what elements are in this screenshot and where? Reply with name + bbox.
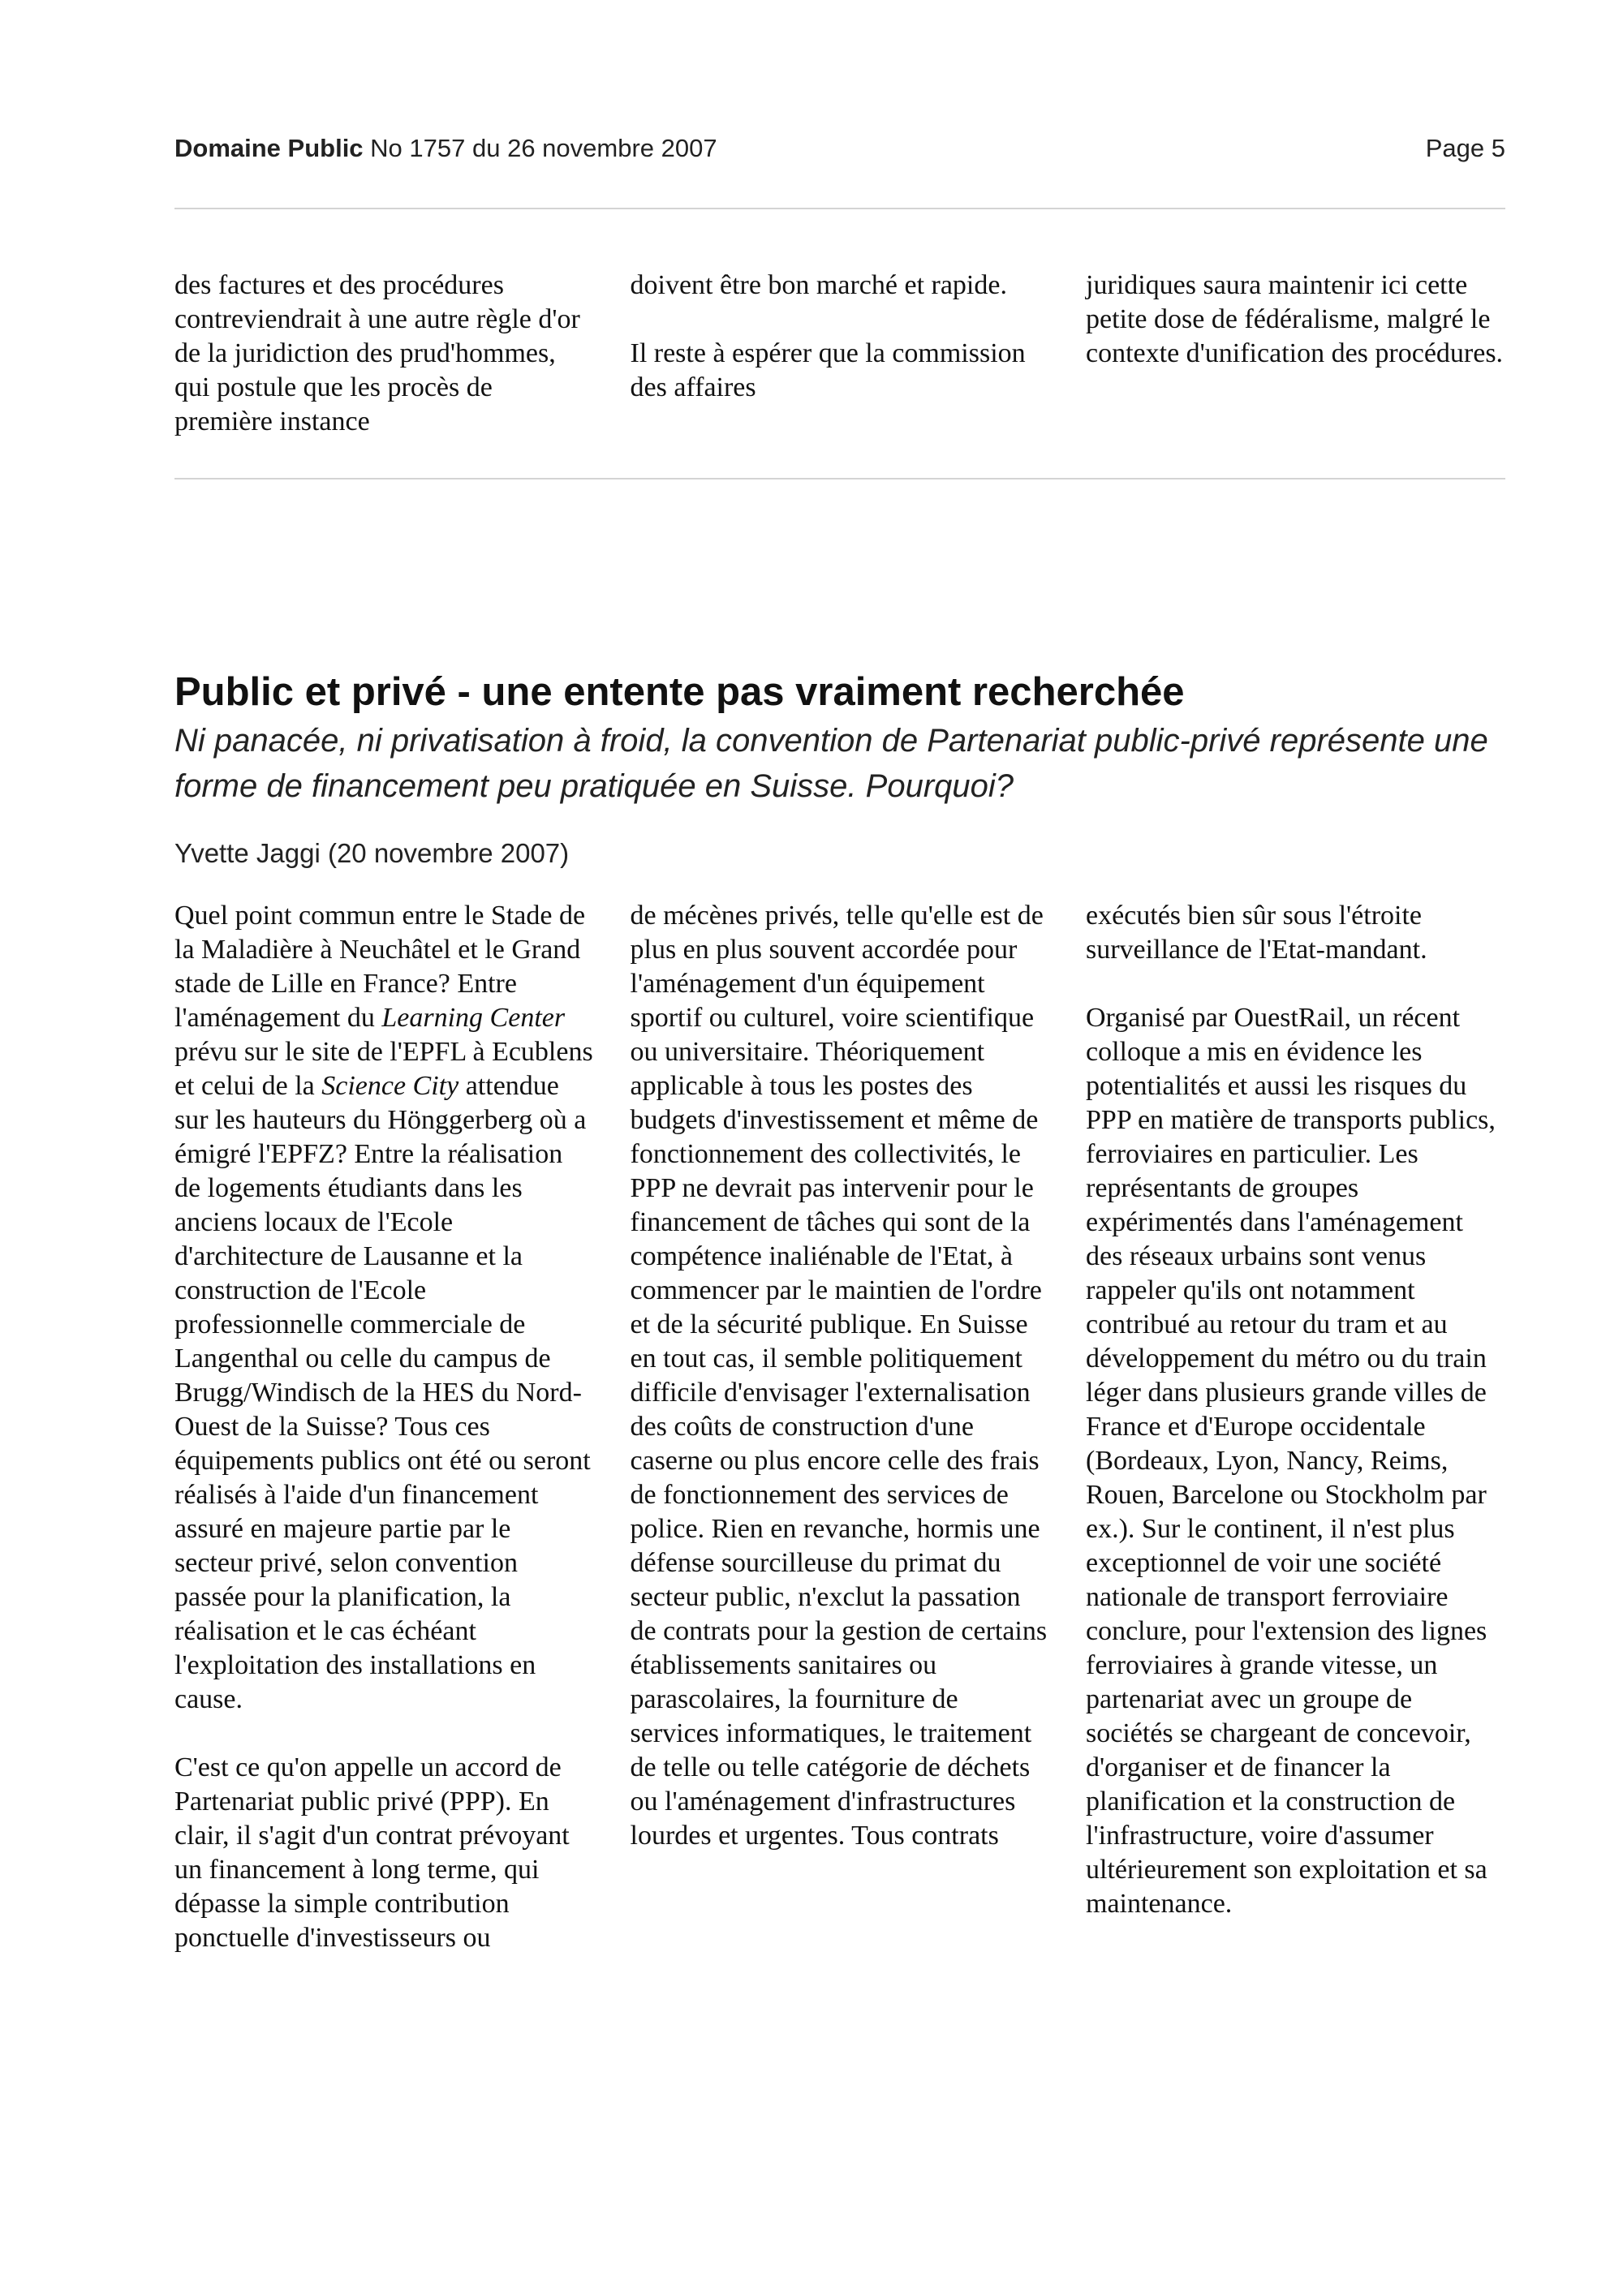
emphasis-learning-center: Learning Center (381, 1003, 566, 1033)
article-byline: Yvette Jaggi (20 novembre 2007) (174, 838, 570, 868)
paragraph: des factures et des procédures contreviendrait à une autre règle d'or de la juridiction des prud'hommes, qui postule que les procès de première instance (174, 270, 580, 436)
paragraph: Organisé par OuestRail, un récent colloque a mis en évidence les potentialités et aussi les risques du PPP en matière de transports publics, ferroviaires en particulier. Les représentants de groupes expérimentés dans l'aménagement des réseaux urbains sont venus rappeler qu'ils ont notamment contribué au retour du tram et au développement du métro ou du train léger dans plusieurs grande villes de France et d'Europe occidentale (Bordeaux, Lyon, Nancy, Reims, Rouen, Barcelone ou Stockholm par ex.). Sur le continent, il n'est plus exceptionnel de voir une société nationale de transport ferroviaire conclure, pour l'extension des lignes ferroviaires à grande vitesse, un partenariat avec un groupe de sociétés se chargeant de concevoir, d'organiser et de financer la planification et la construction de l'infrastructure, voire d'assumer ultérieurement son exploitation et sa maintenance. (1086, 1003, 1496, 1919)
paragraph: doivent être bon marché et rapide. (630, 270, 1007, 300)
article-column-1 (174, 899, 594, 1955)
publication-name: Domaine Public (174, 134, 364, 162)
article-title: Public et privé - une entente pas vraiment recherchée (174, 670, 1185, 714)
paragraph: juridiques saura maintenir ici cette petite dose de fédéralisme, malgré le contexte d'unification des procédures. (1086, 270, 1504, 368)
paragraph: C'est ce qu'on appelle un accord de Partenariat public privé (PPP). En clair, il s'agit d'un contrat prévoyant un financement à long terme, qui dépasse la simple contribution ponctuelle d'investisseurs ou (174, 1752, 570, 1953)
paragraph: Quel point commun entre le Stade de la Maladière à Neuchâtel et le Grand stade de Lille en France? Entre l'aménagement du Learning Center prévu sur le site de l'EPFL à Ecublens et celui de la Science City attendue sur les hauteurs du Hönggerberg où a émigré l'EPFZ? Entre la réalisation de logements étudiants dans les anciens locaux de l'Ecole d'architecture de Lausanne et la construction de l'Ecole professionnelle commerciale de Langenthal ou celle du campus de Brugg/Windisch de la HES du Nord-Ouest de la Suisse? Tous ces équipements publics ont été ou seront réalisés à l'aide d'un financement assuré en majeure partie par le secteur privé, selon convention passée pour la planification, la réalisation et le cas échéant l'exploitation des installations en cause. (174, 901, 593, 1714)
article-column-2 (631, 899, 1050, 1955)
article-subtitle: Ni panacée, ni privatisation à froid, la convention de Partenariat public-privé représente une forme de financement peu pratiquée en Suisse. Pourquoi? (174, 723, 1488, 804)
emphasis-science-city: Science City (321, 1071, 459, 1101)
paragraph: exécutés bien sûr sous l'étroite surveillance de l'Etat-mandant. (1086, 901, 1427, 965)
prev-column-1 (174, 269, 594, 439)
paragraph: de mécènes privés, telle qu'elle est de plus en plus souvent accordée pour l'aménagement d'un équipement sportif ou culturel, voire scientifique ou universitaire. Théoriquement applicable à tous les postes des budgets d'investissement et même de fonctionnement des collectivités, le PPP ne devrait pas intervenir pour le financement de tâches qui sont de la compétence inaliénable de l'Etat, à commencer par le maintien de l'ordre et de la sécurité publique. En Suisse en tout cas, il semble politiquement difficile d'envisager l'externalisation des coûts de construction d'une caserne ou plus encore celle des frais de fonctionnement des services de police. Rien en revanche, hormis une défense sourcilleuse du primat du secteur public, n'exclut la passation de contrats pour la gestion de certains établissements sanitaires ou parascolaires, la fourniture de services informatiques, le traitement de telle ou telle catégorie de déchets ou l'aménagement d'infrastructures lourdes et urgentes. Tous contrats (630, 901, 1048, 1851)
issue-info: No 1757 du 26 novembre 2007 (370, 134, 717, 162)
paragraph: Il reste à espérer que la commission des affaires (630, 338, 1026, 402)
article-columns (174, 899, 1505, 1955)
header-divider (174, 208, 1505, 209)
prev-column-3 (1086, 269, 1505, 439)
article-divider (174, 478, 1505, 479)
article-column-3 (1086, 899, 1505, 1955)
page-number: Page 5 (1425, 134, 1505, 162)
page-header (174, 134, 1505, 166)
prev-column-2 (631, 269, 1050, 439)
previous-article-columns (174, 269, 1505, 439)
